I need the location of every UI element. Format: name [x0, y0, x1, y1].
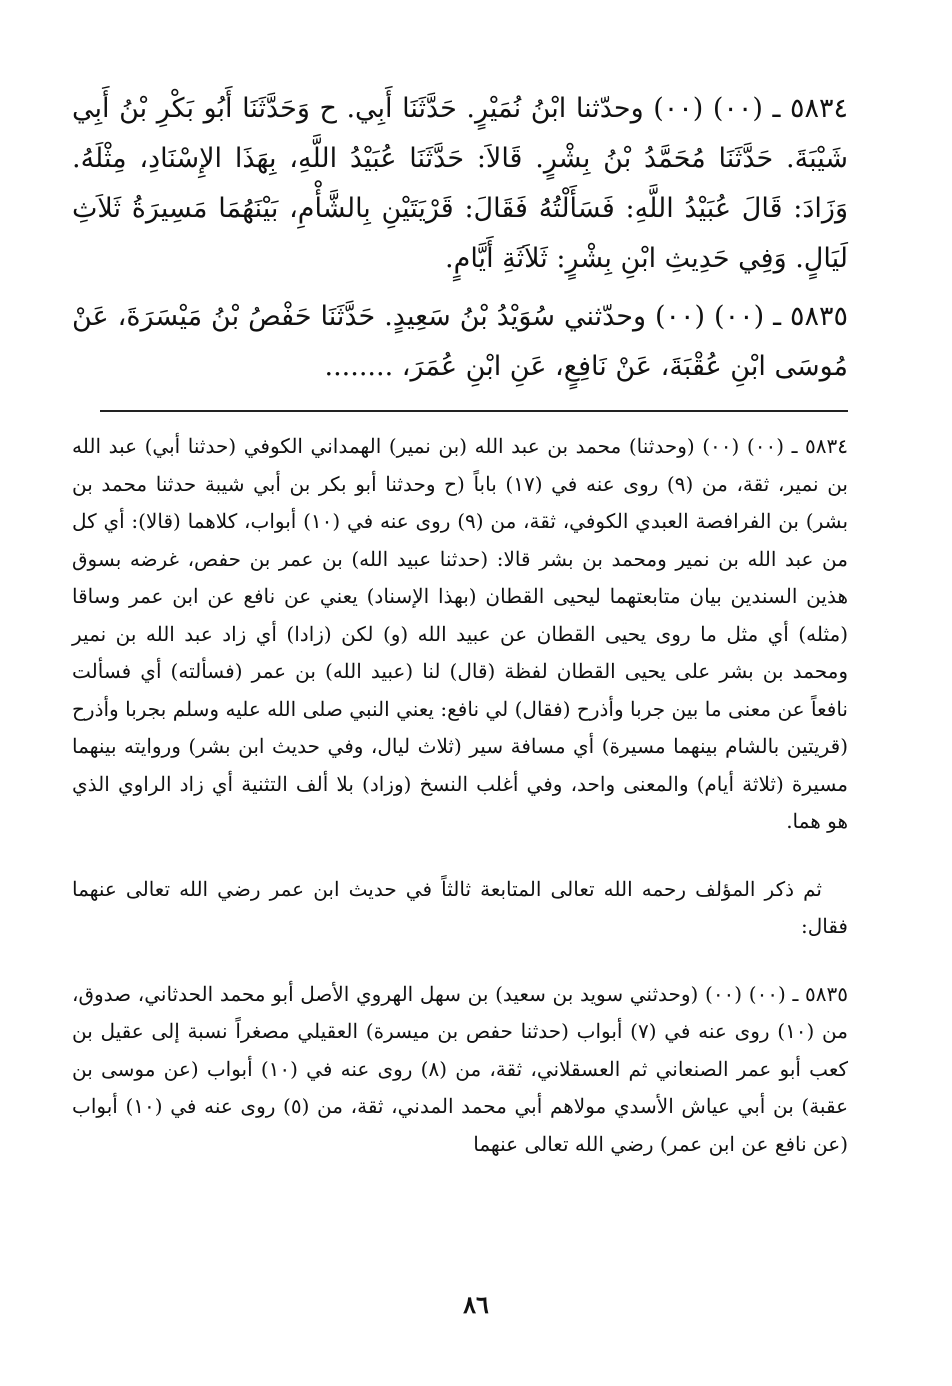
- commentary-intro: ثم ذكر المؤلف رحمه الله تعالى المتابعة ثالثاً في حديث ابن عمر رضي الله تعالى عنهما فقال:: [72, 876, 848, 938]
- footnote-divider: [100, 410, 848, 412]
- page-number: ٨٦: [463, 1290, 489, 1319]
- hadith-5835: ٥٨٣٥ ـ (٠٠) (٠٠) وحدّثني سُوَيْدُ بْنُ سَعِيدٍ. حَدَّثَنَا حَفْصُ بْنُ مَيْسَرَةَ، عَنْ مُوسَى ابْنِ عُقْبَةَ، عَنْ نَافِعٍ، عَنِ ابْنِ عُمَرَ، ........: [72, 301, 848, 382]
- commentary-5834: ٥٨٣٤ ـ (٠٠) (٠٠) (وحدثنا) محمد بن عبد الله (بن نمير) الهمداني الكوفي (حدثنا أبي) عبد الله بن نمير، ثقة، من (٩) روى عنه في (١٧) باباً (ح وحدثنا أبو بكر بن أبي شيبة حدثنا محمد بن بشر) بن الفرافصة العبدي الكوفي، ثقة، من (٩) روى عنه في (١٠) أبواب، كلاهما (قالا): أي كل من عبد الله بن نمير ومحمد بن بشر قالا: (حدثنا عبيد الله) بن عمر بن حفص، غرضه بسوق هذين السندين بيان متابعتهما ليحيى القطان (بهذا الإسناد) يعني عن نافع عن ابن عمر وساقا (مثله) أي مثل ما روى يحيى القطان عن عبيد الله (و) لكن (زادا) أي زاد عبد الله بن نمير ومحمد بن بشر على يحيى القطان لفظة (قال) لنا (عبيد الله) بن عمر (فسألته) أي فسألت نافعاً عن معنى ما بين جربا وأذرح (فقال) لي نافع: يعني النبي صلى الله عليه وسلم بجربا وأذرح (قريتين بالشام بينهما مسيرة) أي مسافة سير (ثلاث ليال، وفي حديث ابن بشر) وروايته بينهما مسيرة (ثلاثة أيام) والمعنى واحد، وفي أغلب النسخ (وزاد) بلا ألف التثنية أي زاد الراوي الذي هو هما.: [72, 434, 849, 833]
- commentary-block: [72, 428, 848, 1163]
- commentary-5835: ٥٨٣٥ ـ (٠٠) (٠٠) (وحدثني سويد بن سعيد) بن سهل الهروي الأصل أبو محمد الحدثاني، صدوق، من (١٠) روى عنه في (٧) أبواب (حدثنا حفص بن ميسرة) العقيلي مصغراً نسبة إلى عقيل بن كعب أبو عمر الصنعاني ثم العسقلاني، ثقة، من (٨) روى عنه في (١٠) أبواب (عن موسى بن عقبة) بن أبي عياش الأسدي مولاهم أبي محمد المدني، ثقة، من (٥) روى عنه في (١٠) أبواب (عن نافع عن ابن عمر) رضي الله تعالى عنهما: [72, 981, 849, 1156]
- hadith-text-block: [72, 84, 848, 400]
- hadith-5834: ٥٨٣٤ ـ (٠٠) (٠٠) وحدّثنا ابْنُ نُمَيْرٍ. حَدَّثَنَا أَبِي. ح وَحَدَّثَنَا أَبُو بَكْرِ بْنُ أَبِي شَيْبَةَ. حَدَّثَنَا مُحَمَّدُ بْنُ بِشْرٍ. قَالاَ: حَدَّثَنَا عُبَيْدُ اللَّهِ، بِهَذَا الإِسْنَادِ، مِثْلَهُ. وَزَادَ: قَالَ عُبَيْدُ اللَّهِ: فَسَأَلْتُهُ فَقَالَ: قَرْيَتَيْنِ بِالشَّأْمِ، بَيْنَهُمَا مَسِيرَةُ ثَلاَثِ لَيَالٍ. وَفِي حَدِيثِ ابْنِ بِشْرٍ: ثَلاَثَةِ أَيَّامٍ.: [72, 93, 848, 274]
